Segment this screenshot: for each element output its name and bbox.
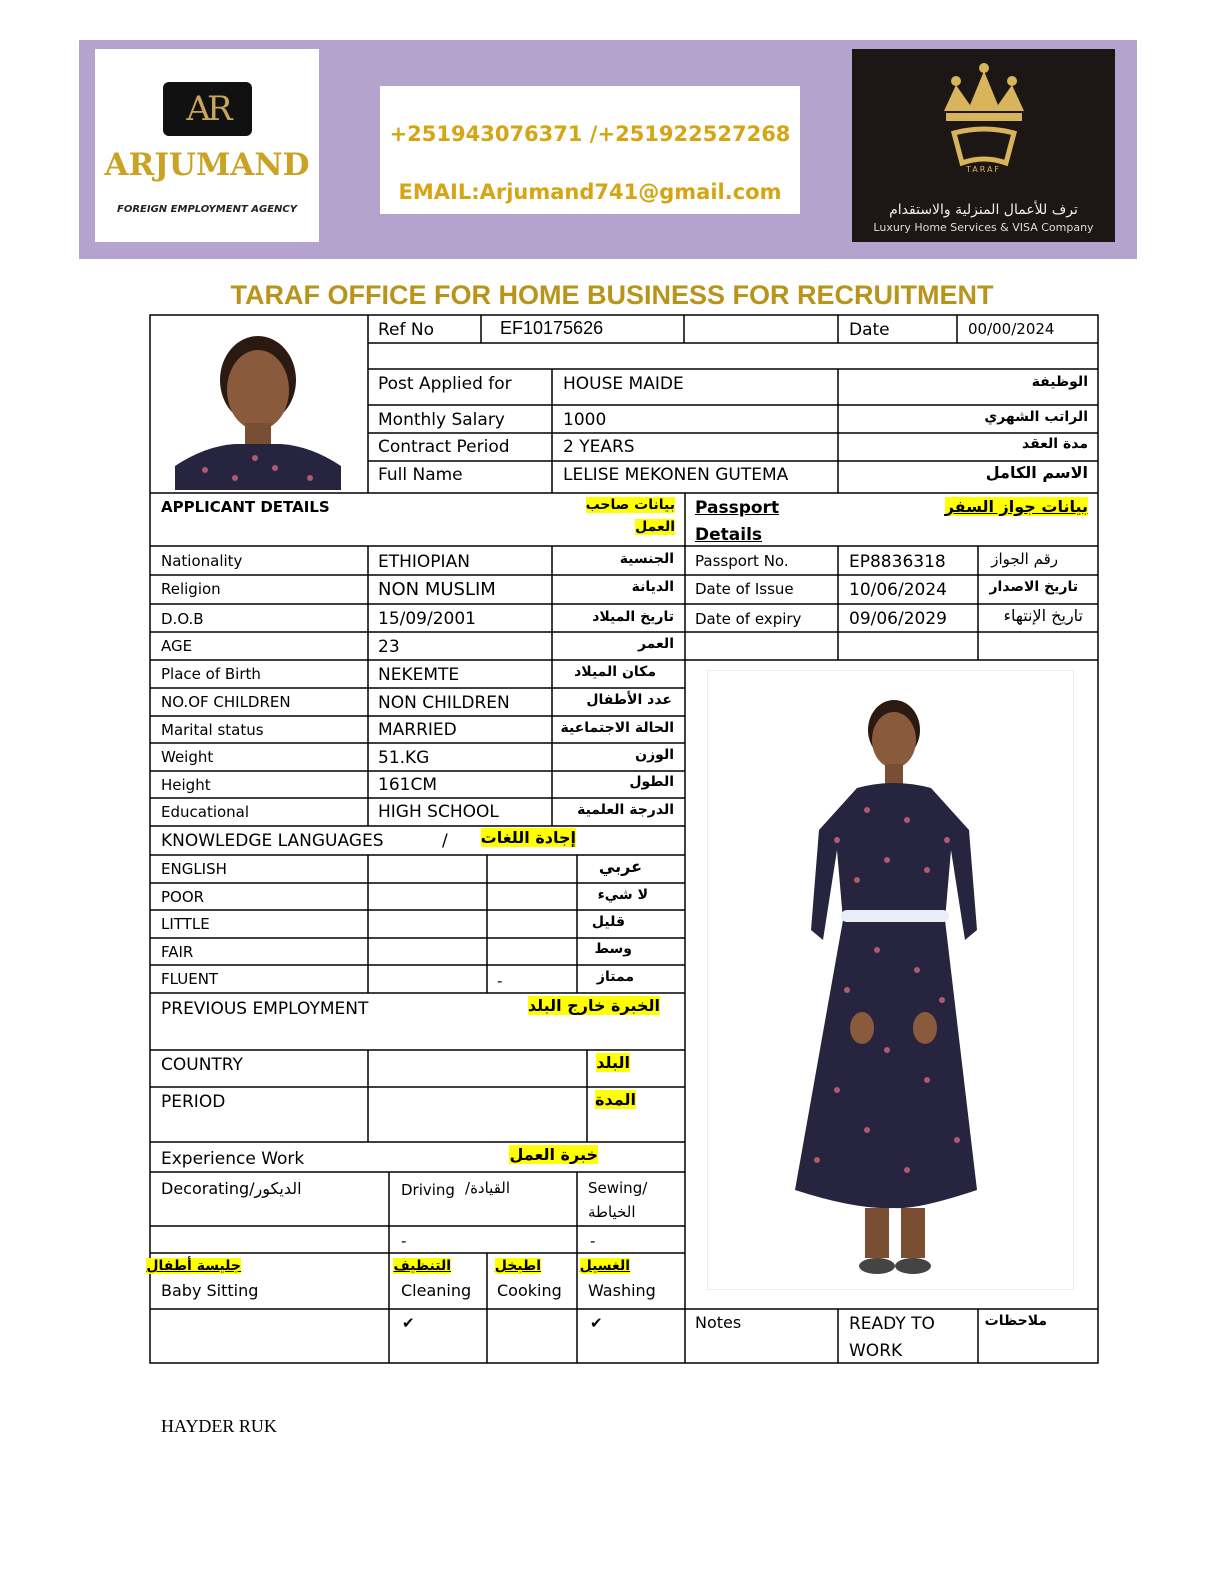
applicant-details-heading-ar-2: العمل [635, 519, 675, 535]
cooking-label: Cooking [497, 1281, 562, 1300]
lang-arabic-label-ar: عربي [598, 857, 642, 876]
country-label: COUNTRY [161, 1055, 243, 1075]
passport-heading-2: Details [695, 525, 763, 545]
marital-label-ar: الحالة الاجتماعية [560, 720, 674, 736]
contract-label-ar: مدة العقد [1021, 436, 1088, 452]
driving-label-ar: /القيادة [465, 1179, 511, 1197]
driving-label: Driving [401, 1181, 455, 1199]
cleaning-check-icon: ✔ [402, 1314, 415, 1332]
salary-label-ar: الراتب الشهري [984, 409, 1088, 425]
place-of-birth-label: Place of Birth [161, 665, 261, 683]
nationality-label: Nationality [161, 552, 243, 570]
weight-value: 51.KG [378, 748, 430, 768]
marital-label: Marital status [161, 721, 264, 739]
passport-no-label-ar: رقم الجواز [991, 550, 1058, 568]
weight-label: Weight [161, 748, 214, 766]
expiry-date-label-ar: تاريخ الإنتهاء [1003, 606, 1083, 625]
agency-tagline: FOREIGN EMPLOYMENT AGENCY [117, 204, 297, 215]
dob-label: D.O.B [161, 610, 204, 628]
age-value: 23 [378, 637, 400, 657]
experience-heading: Experience Work [161, 1149, 305, 1169]
baby-sitting-label: Baby Sitting [161, 1281, 259, 1300]
education-label-ar: الدرجة العلمية [577, 802, 674, 818]
baby-sitting-label-ar: جليسة أطفال [146, 1258, 241, 1274]
contract-value: 2 YEARS [563, 437, 635, 457]
notes-label-ar: ملاحظات [984, 1313, 1047, 1329]
cooking-label-ar: اطبخل [494, 1258, 541, 1274]
post-value: HOUSE MAIDE [563, 374, 684, 394]
period-label: PERIOD [161, 1092, 226, 1112]
place-of-birth-value: NEKEMTE [378, 665, 460, 685]
country-label-ar: البلد [596, 1053, 630, 1072]
applicant-headshot [175, 318, 341, 490]
previous-employment-heading-ar: الخبرة خارج البلد [527, 996, 660, 1015]
taraf-name: TARAF [965, 165, 1002, 174]
sewing-mark: - [590, 1232, 596, 1250]
notes-value-1: READY TO [849, 1314, 935, 1334]
issue-date-value: 10/06/2024 [849, 580, 947, 600]
washing-check-icon: ✔ [590, 1314, 603, 1332]
experience-heading-ar: خبرة العمل [509, 1145, 598, 1164]
sewing-label-ar: الخياطة [588, 1203, 636, 1221]
dob-label-ar: تاريخ الميلاد [592, 609, 674, 625]
age-label-ar: العمر [637, 636, 674, 652]
education-label: Educational [161, 803, 250, 821]
dob-value: 15/09/2001 [378, 609, 476, 629]
place-of-birth-label-ar: مكان الميلاد [574, 664, 656, 680]
ref-no-label: Ref No [378, 320, 435, 340]
washing-label-ar: الغسيل [579, 1258, 630, 1274]
previous-employment-heading: PREVIOUS EMPLOYMENT [161, 999, 369, 1019]
name-label-ar: الاسم الكامل [985, 463, 1088, 482]
expiry-date-value: 09/06/2029 [849, 609, 947, 629]
religion-label: Religion [161, 580, 221, 598]
phone-numbers: +251943076371 /+251922527268 [389, 122, 791, 146]
lang-poor-label-ar: لا شيء [597, 887, 648, 903]
notes-value-2: WORK [849, 1341, 903, 1361]
taraf-english: Luxury Home Services & VISA Company [873, 221, 1094, 234]
period-label-ar: المدة [595, 1090, 636, 1109]
children-label: NO.OF CHILDREN [161, 693, 291, 711]
passport-heading-ar: بيانات جواز السفر [944, 497, 1088, 516]
taraf-arabic: ترف للأعمال المنزلية والاستقدام [889, 202, 1078, 218]
lang-fluent-label-ar: ممتاز [596, 969, 634, 985]
sewing-label: Sewing/ [588, 1179, 648, 1197]
languages-heading: KNOWLEDGE LANGUAGES [161, 831, 384, 851]
nationality-value: ETHIOPIAN [378, 552, 470, 572]
driving-mark: - [401, 1232, 407, 1250]
marital-value: MARRIED [378, 720, 457, 740]
religion-value: NON MUSLIM [378, 579, 496, 600]
applicant-full-photo [707, 670, 1074, 1290]
religion-label-ar: الديانة [631, 579, 674, 595]
ar-logo-icon: AR [163, 82, 252, 136]
name-label: Full Name [378, 465, 463, 485]
children-value: NON CHILDREN [378, 693, 510, 713]
lang-little-label: LITTLE [161, 915, 210, 933]
notes-label: Notes [695, 1313, 742, 1332]
applicant-details-heading: APPLICANT DETAILS [161, 498, 330, 516]
height-label: Height [161, 776, 211, 794]
lang-fair-label: FAIR [161, 943, 194, 961]
languages-heading-ar: إجادة اللغات [480, 828, 576, 847]
applicant-details-heading-ar-1: بيانات صاحب [585, 497, 675, 513]
ref-no-value: EF10175626 [500, 318, 604, 338]
cleaning-label-ar: التنظيف [393, 1258, 451, 1274]
height-label-ar: الطول [629, 774, 674, 790]
cleaning-label: Cleaning [401, 1281, 472, 1300]
issue-date-label: Date of Issue [695, 580, 794, 598]
post-label: Post Applied for [378, 374, 512, 394]
height-value: 161CM [378, 775, 437, 795]
salary-value: 1000 [563, 410, 607, 430]
footer-signature: HAYDER RUK [161, 1416, 277, 1436]
post-label-ar: الوظيفة [1031, 374, 1088, 390]
salary-label: Monthly Salary [378, 410, 505, 430]
lang-fair-label-ar: وسط [594, 941, 632, 957]
contract-label: Contract Period [378, 437, 510, 457]
weight-label-ar: الوزن [635, 747, 674, 763]
education-value: HIGH SCHOOL [378, 802, 499, 822]
lang-poor-label: POOR [161, 888, 205, 906]
languages-slash: / [442, 831, 448, 851]
age-label: AGE [161, 637, 193, 655]
expiry-date-label: Date of expiry [695, 610, 802, 628]
name-value: LELISE MEKONEN GUTEMA [563, 465, 789, 485]
date-value: 00/00/2024 [968, 320, 1055, 338]
passport-no-value: EP8836318 [849, 552, 946, 572]
passport-no-label: Passport No. [695, 552, 789, 570]
lang-english-label: ENGLISH [161, 860, 227, 878]
lang-little-label-ar: قليل [591, 914, 625, 930]
nationality-label-ar: الجنسية [619, 551, 674, 567]
lang-fluent-mark: - [497, 972, 503, 990]
date-label: Date [849, 320, 890, 340]
email-address: EMAIL:Arjumand741@gmail.com [398, 180, 782, 204]
agency-name: ARJUMAND [104, 147, 310, 183]
lang-fluent-label: FLUENT [161, 970, 219, 988]
washing-label: Washing [588, 1281, 656, 1300]
children-label-ar: عدد الأطفال [586, 692, 672, 708]
passport-heading-1: Passport [695, 498, 780, 518]
decorating-label: Decorating/الديكور [161, 1179, 302, 1198]
page-title: TARAF OFFICE FOR HOME BUSINESS FOR RECRUITMENT [230, 280, 994, 310]
issue-date-label-ar: تاريخ الاصدار [989, 579, 1078, 595]
